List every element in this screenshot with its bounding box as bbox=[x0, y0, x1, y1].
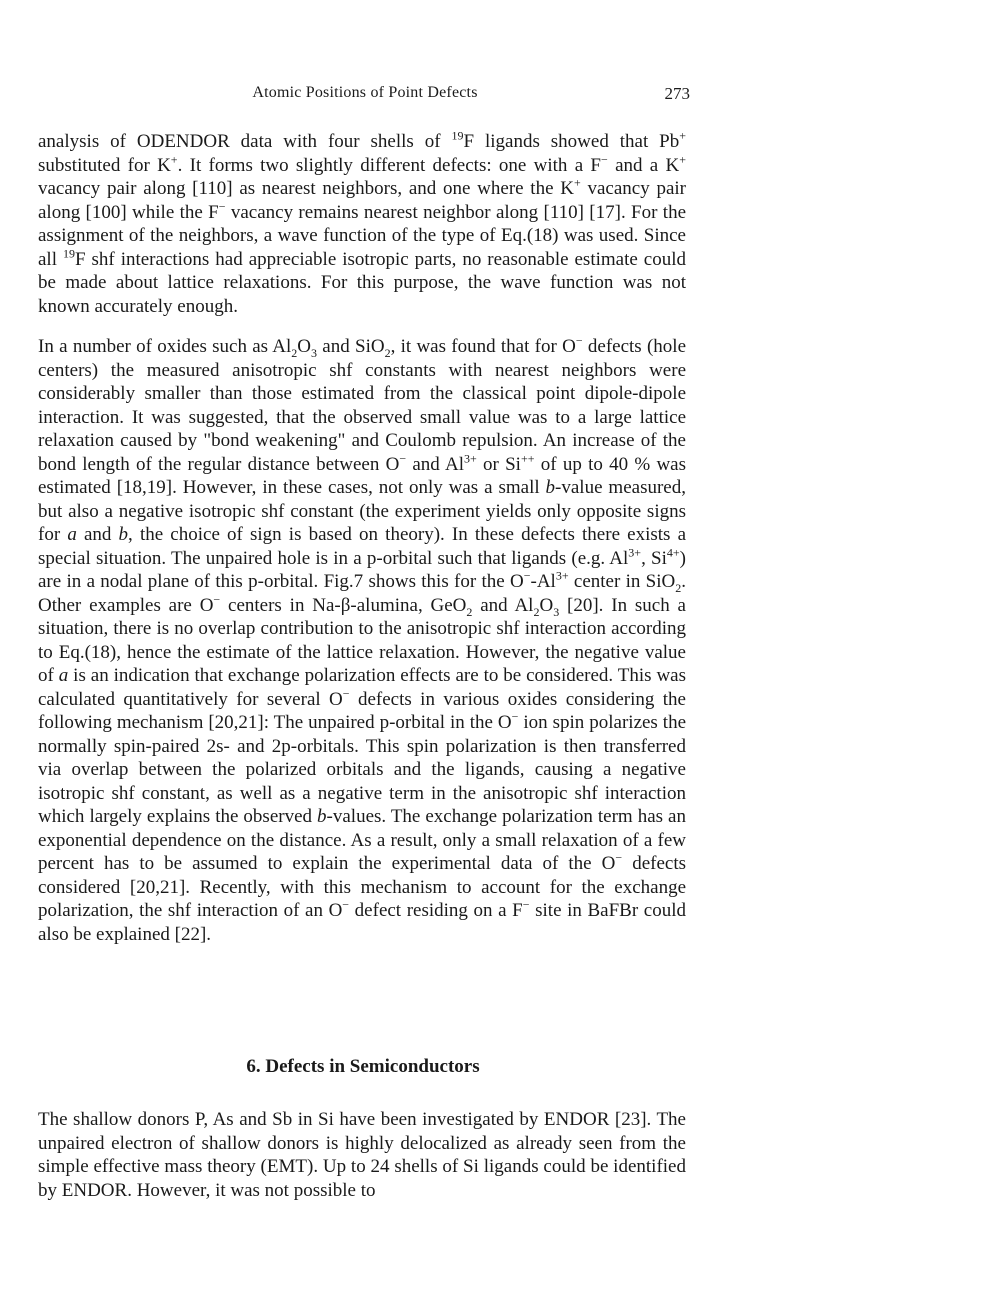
paragraph-1 bbox=[38, 130, 686, 318]
page-number: 273 bbox=[664, 84, 690, 103]
running-title: Atomic Positions of Point Defects bbox=[252, 84, 478, 101]
paragraph-2 bbox=[38, 335, 686, 946]
paragraph-2-text: In a number of oxides such as $Al_2O_3$ and SiO$_2$, it was found that for O− defects (hole centers) the measured anisotropic shf constants with nearest neighbors were considerably smaller than those estimated from the classical point dipole-dipole interaction. It was suggested, that the observed small value was to a large lattice relaxation caused by "bond weakening" and Coulomb repulsion. An increase of the bond length of the regular distance between O− and $Al^{3+}$ or Si++ of up to 40 % was estimated [18,19]. However, in these cases, not only was a small b-value measured, but also a negative isotropic shf constant (the experiment yields only opposite signs for a and b, the choice of sign is based on theory). In these defects there exists a special situation. The unpaired hole is in a p-orbital such that ligands (e.g. $Al^{3+}$, $Si^{4+}$) are in a nodal plane of this p-orbital. Fig.7 shows this for the $O^--Al^{3+}$ center in SiO$_2$. Other examples are O− centers in Na-β-alumina, GeO$_2$ and $Al_2O_3$ [20]. In such a situation, there is no overlap contribution to the anisotropic shf interaction according to Eq.(18), hence the estimate of the lattice relaxation. However, the negative value of a is an indication that exchange polarization effects are to be considered. This was calculated quantitatively for several O− defects in various oxides considering the following mechanism [20,21]: The unpaired p-orbital in the O− ion spin polarizes the normally spin-paired 2s- and 2p-orbitals. This spin polarization is then transferred via overlap between the polarized orbitals and the ligands, causing a negative isotropic shf constant, as well as a negative term in the anisotropic shf interaction which largely explains the observed b-values. The exchange polarization term has an exponential dependence on the distance. As a result, only a small relaxation of a few percent has to be assumed to explain the experimental data of the O− defects considered [20,21]. Recently, with this mechanism to account for the exchange polarization, the shf interaction of an O− defect residing on a F− site in BaFBr could also be explained [22]. bbox=[38, 333, 687, 945]
paragraph-3-text: The shallow donors P, As and Sb in Si have been investigated by ENDOR [23]. The unpaired electron of shallow donors is highly delocalized as already seen from the simple effective mass theory (EMT). Up to 24 shells of Si ligands could be identified by ENDOR. However, it was not possible to bbox=[38, 1109, 686, 1201]
paragraph-3 bbox=[38, 1108, 686, 1202]
paragraph-1-text: analysis of ODENDOR data with four shells of $^{19}$F ligands showed that Pb+ substituted for K+. It forms two slightly different defects: one with a F− and a K+ vacancy pair along [110] as nearest neighbors, and one where the K+ vacancy pair along [100] while the F− vacancy remains nearest neighbor along [110] [17]. For the assignment of the neighbors, a wave function of the type of Eq.(18) was used. Since all $^{19}$F shf interactions had appreciable isotropic parts, no reasonable estimate could be made about lattice relaxations. For this purpose, the wave function was not known accurately enough. bbox=[38, 128, 687, 317]
running-header bbox=[40, 84, 690, 108]
section-heading: 6. Defects in Semiconductors bbox=[246, 1056, 480, 1077]
